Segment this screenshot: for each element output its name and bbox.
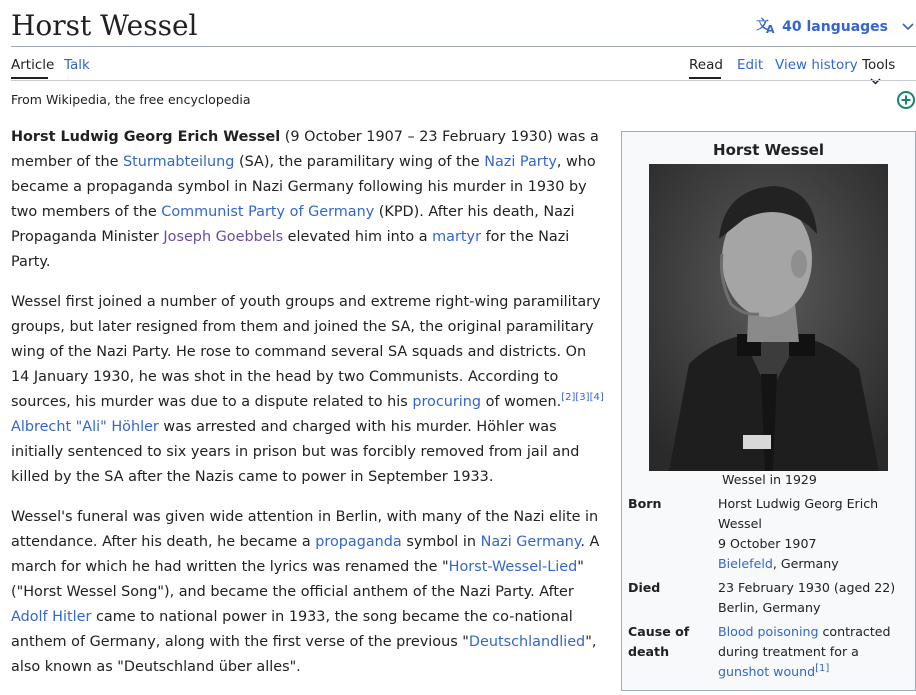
text: elevated him into a xyxy=(283,229,433,245)
link-joseph-goebbels[interactable]: Joseph Goebbels xyxy=(163,229,284,245)
text: (9 October 1907 – 23 February 1930) was a member of the xyxy=(11,129,599,170)
died-place: Berlin, Germany xyxy=(718,600,821,615)
translate-icon xyxy=(756,16,776,38)
link-albrecht-hohler[interactable]: Albrecht "Ali" Höhler xyxy=(11,419,159,435)
link-communist-party[interactable]: Communist Party of Germany xyxy=(161,204,375,220)
text: contracted during treatment for a xyxy=(718,624,891,659)
chevron-down-icon xyxy=(870,73,881,89)
born-place xyxy=(718,554,913,574)
row-died xyxy=(628,578,913,618)
text: . A march for which he had written the lyrics was renamed the " xyxy=(11,534,600,575)
row-cause-of-death xyxy=(628,622,913,682)
link-gunshot-wound[interactable]: gunshot wound xyxy=(718,664,816,679)
text: ", also known as "Deutschland über alles". xyxy=(11,634,597,675)
text: " ("Horst Wessel Song"), and became the official anthem of the Nazi Party. After xyxy=(11,559,584,600)
photo-caption: Wessel in 1929 xyxy=(722,472,817,487)
label-line-2: death xyxy=(628,644,670,659)
label-born: Born xyxy=(628,496,662,511)
link-adolf-hitler[interactable]: Adolf Hitler xyxy=(11,609,92,625)
text: Wessel first joined a number of youth groups and extreme right-wing paramilitary groups, but later resigned from them and joined the SA, the original paramilitary wing of the Nazi Party. He rose to command several SA squads and districts. On 14 January 1930, he was shot in the head by two Communists. According to sources, his murder was due to a dispute related to his xyxy=(11,294,601,410)
tools-label: Tools xyxy=(862,57,896,73)
svg-text:文: 文 xyxy=(756,18,770,33)
text: of women. xyxy=(481,394,562,410)
article-body xyxy=(11,125,607,695)
tab-view-history[interactable]: View history xyxy=(775,57,858,73)
infobox-title: Horst Wessel xyxy=(713,141,824,159)
subject-name: Horst Ludwig Georg Erich Wessel xyxy=(11,129,281,145)
link-deutschlandlied[interactable]: Deutschlandlied xyxy=(468,634,586,650)
text: Wessel's funeral was given wide attention in Berlin, with many of the Nazi elite in attendance. After his death, he became a xyxy=(11,509,599,550)
tab-talk[interactable]: Talk xyxy=(64,57,90,73)
text: , who became a propaganda symbol in Nazi Germany following his murder in 1930 by two members of the xyxy=(11,154,596,220)
link-propaganda[interactable]: propaganda xyxy=(315,534,402,550)
languages-button[interactable] xyxy=(756,16,916,38)
value-cause-of-death xyxy=(718,622,913,682)
tagline: From Wikipedia, the free encyclopedia xyxy=(11,92,251,107)
link-nazi-germany[interactable]: Nazi Germany xyxy=(480,534,581,550)
languages-label: 40 languages xyxy=(782,19,888,35)
born-date: 9 October 1907 xyxy=(718,536,817,551)
paragraph-3 xyxy=(11,505,607,680)
page-title: Horst Wessel xyxy=(11,9,198,42)
link-horst-wessel-lied[interactable]: Horst-Wessel-Lied xyxy=(448,559,578,575)
paragraph-1 xyxy=(11,125,607,275)
tab-article-underline xyxy=(11,77,48,79)
tab-read-underline xyxy=(689,77,721,79)
link-nazi-party[interactable]: Nazi Party xyxy=(484,154,557,170)
citation-refs[interactable]: [2][3][4] xyxy=(561,392,604,404)
born-name: Horst Ludwig Georg Erich Wessel xyxy=(718,496,879,531)
citation-ref-1[interactable]: [1] xyxy=(815,662,830,674)
plus-circle-icon[interactable] xyxy=(896,90,916,110)
tab-edit[interactable]: Edit xyxy=(737,57,764,73)
tab-article[interactable]: Article xyxy=(11,57,55,73)
tools-menu[interactable] xyxy=(862,57,916,89)
died-date: 23 February 1930 (aged 22) xyxy=(718,580,896,595)
value-born xyxy=(718,494,913,574)
link-procuring[interactable]: procuring xyxy=(412,394,482,410)
tabs-divider xyxy=(11,80,916,81)
text: came to national power in 1933, the song became the co-national anthem of Germany, along with the first verse of the previous " xyxy=(11,609,573,650)
title-divider xyxy=(11,46,916,47)
tab-read[interactable]: Read xyxy=(689,57,723,73)
link-bielefeld[interactable]: Bielefeld xyxy=(718,556,773,571)
svg-text:A: A xyxy=(766,23,775,34)
chevron-down-icon xyxy=(902,19,914,35)
row-born xyxy=(628,494,913,574)
label-died: Died xyxy=(628,580,661,595)
text: symbol in xyxy=(401,534,481,550)
link-sturmabteilung[interactable]: Sturmabteilung xyxy=(123,154,235,170)
infobox xyxy=(621,131,916,691)
text: for the Nazi Party. xyxy=(11,229,570,270)
link-blood-poisoning[interactable]: Blood poisoning xyxy=(718,624,819,639)
label-cause-of-death xyxy=(628,622,718,682)
text: (KPD). After his death, Nazi Propaganda Minister xyxy=(11,204,575,245)
portrait-photo[interactable] xyxy=(649,164,888,471)
link-martyr[interactable]: martyr xyxy=(432,229,481,245)
text: (SA), the paramilitary wing of the xyxy=(234,154,485,170)
page-tabs xyxy=(11,50,916,80)
label-line-1: Cause of xyxy=(628,624,690,639)
born-country: , Germany xyxy=(772,556,839,571)
paragraph-2 xyxy=(11,290,607,490)
text: was arrested and charged with his murder. Höhler was initially sentenced to six years in prison but was forcibly removed from jail and killed by the SA after the Nazis came to power in September 1933. xyxy=(11,419,580,485)
value-died xyxy=(718,578,913,618)
